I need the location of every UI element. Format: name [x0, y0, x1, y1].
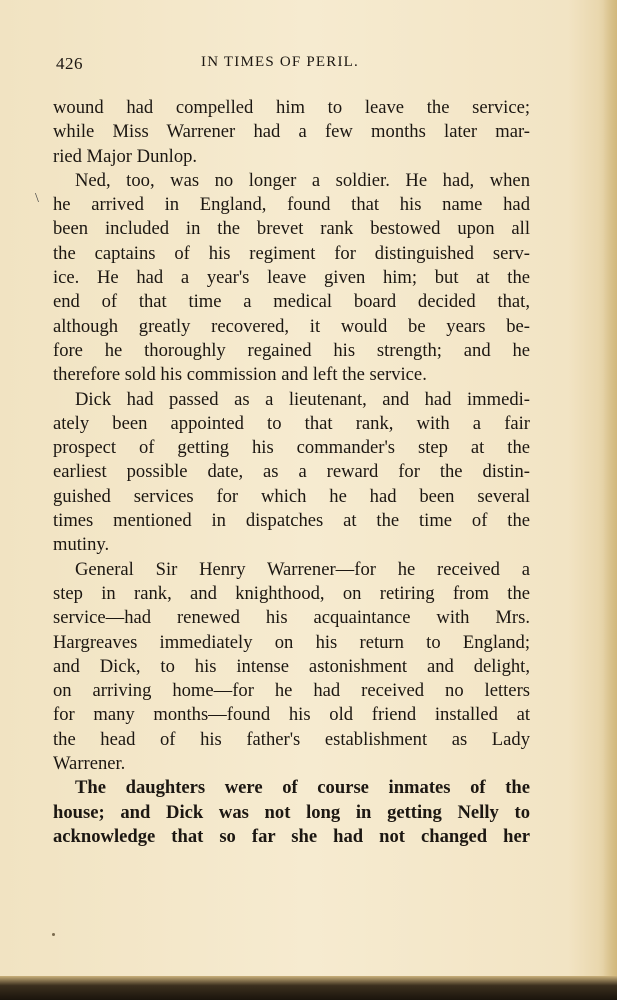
text-line: wound had compelled him to leave the service;: [53, 97, 530, 118]
text-line: ice. He had a year's leave given him; but at the: [53, 267, 530, 289]
text-line: step in rank, and knighthood, on retiring from the: [53, 582, 530, 604]
text-line: The daughters were of course inmates of the: [75, 777, 530, 799]
text-line: although greatly recovered, it would be years be-: [53, 315, 530, 337]
text-line: the captains of his regiment for distinguished serv-: [53, 242, 530, 264]
text-line: service—had renewed his acquaintance with Mrs.: [53, 607, 530, 629]
text-line: he arrived in England, found that his name had: [53, 194, 530, 216]
text-line: on arriving home—for he had received no letters: [53, 680, 530, 702]
text-line: ately been appointed to that rank, with a fair: [53, 412, 530, 434]
text-line: Warrener.: [53, 753, 126, 775]
margin-mark: \: [35, 191, 39, 206]
page-header: [56, 54, 541, 78]
text-line: acknowledge that so far she had not changed her: [53, 825, 530, 847]
text-line: for many months—found his old friend installed at: [53, 704, 530, 726]
body-text: [53, 96, 530, 849]
running-head: IN TIMES OF PERIL.: [201, 54, 359, 70]
page-bottom-edge: [0, 976, 617, 1000]
text-line: guished services for which he had been several: [53, 485, 530, 507]
stray-ink-dot: [52, 933, 55, 936]
text-line: the head of his father's establishment as Lady: [53, 728, 530, 750]
text-line: Hargreaves immediately on his return to England;: [53, 631, 530, 653]
text-line: mutiny.: [53, 534, 110, 556]
text-line: house; and Dick was not long in getting Nelly to: [53, 801, 530, 823]
page-number: 426: [56, 54, 83, 73]
text-line: fore he thoroughly regained his strength; and he: [53, 339, 530, 361]
text-line: end of that time a medical board decided that,: [53, 291, 530, 313]
text-line: and Dick, to his intense astonishment and delight,: [53, 655, 530, 677]
text-line: been included in the brevet rank bestowed upon all: [53, 218, 530, 240]
text-line: therefore sold his commission and left the service.: [53, 364, 427, 386]
text-line: Ned, too, was no longer a soldier. He had, when: [75, 169, 530, 191]
text-line: times mentioned in dispatches at the time of the: [53, 510, 530, 532]
text-line: earliest possible date, as a reward for the distin-: [53, 461, 530, 483]
text-line: ried Major Dunlop.: [53, 145, 198, 167]
text-line: Dick had passed as a lieutenant, and had immedi-: [75, 388, 530, 410]
text-line: while Miss Warrener had a few months later mar-: [53, 121, 530, 143]
text-line: General Sir Henry Warrener—for he received a: [75, 558, 530, 580]
text-line: prospect of getting his commander's step at the: [53, 437, 530, 459]
page-edge-shadow: [603, 0, 617, 1000]
